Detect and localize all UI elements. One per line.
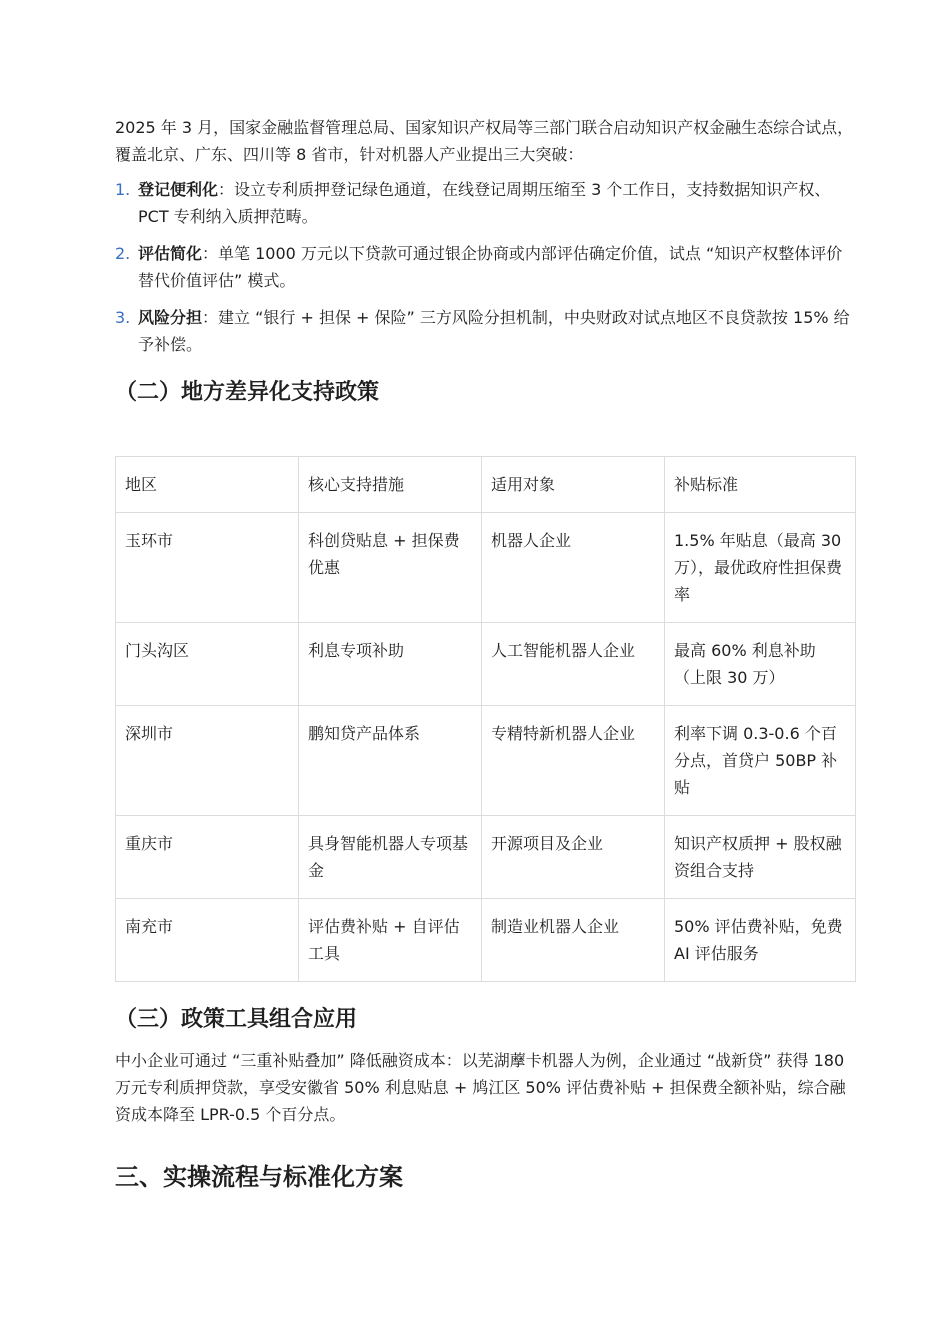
- table-cell: 门头沟区: [116, 623, 299, 706]
- list-term: 风险分担: [138, 308, 203, 327]
- table-cell: 机器人企业: [482, 513, 665, 623]
- column-header-target: 适用对象: [482, 457, 665, 513]
- list-text: ：设立专利质押登记绿色通道，在线登记周期压缩至 3 个工作日，支持数据知识产权、PCT 专利纳入质押范畴。: [138, 180, 831, 226]
- list-item: [115, 176, 855, 230]
- table-row: [116, 706, 856, 816]
- intro-paragraph: 2025 年 3 月，国家金融监督管理总局、国家知识产权局等三部门联合启动知识产权金融生态综合试点，覆盖北京、广东、四川等 8 省市，针对机器人产业提出三大突破：: [115, 118, 854, 164]
- list-text: ：建立 “银行 + 担保 + 保险” 三方风险分担机制，中央财政对试点地区不良贷款按 15% 给予补偿。: [138, 308, 850, 354]
- table-cell: 重庆市: [116, 816, 299, 899]
- table-cell: 知识产权质押 + 股权融资组合支持: [665, 816, 856, 899]
- table-cell: 鹏知贷产品体系: [299, 706, 482, 816]
- table-cell: 利率下调 0.3-0.6 个百分点，首贷户 50BP 补贴: [665, 706, 856, 816]
- table-row: [116, 513, 856, 623]
- table-cell: 具身智能机器人专项基金: [299, 816, 482, 899]
- table-row: [116, 816, 856, 899]
- section-heading-policy-tools: （三）政策工具组合应用: [115, 1007, 358, 1032]
- list-term: 登记便利化: [138, 180, 219, 199]
- table-row: [116, 899, 856, 982]
- document-page: [115, 114, 855, 1194]
- table-cell: 50% 评估费补贴，免费 AI 评估服务: [665, 899, 856, 982]
- column-header-measures: 核心支持措施: [299, 457, 482, 513]
- list-number: 1.: [115, 180, 131, 199]
- table-header-row: [116, 457, 856, 513]
- list-term: 评估简化: [138, 244, 203, 263]
- list-item: [115, 304, 855, 358]
- column-header-subsidy: 补贴标准: [665, 457, 856, 513]
- table-cell: 评估费补贴 + 自评估工具: [299, 899, 482, 982]
- table-cell: 最高 60% 利息补助（上限 30 万）: [665, 623, 856, 706]
- list-number: 2.: [115, 244, 131, 263]
- list-text: ：单笔 1000 万元以下贷款可通过银企协商或内部评估确定价值，试点 “知识产权整体评价替代价值评估” 模式。: [138, 244, 843, 290]
- breakthrough-list: [115, 176, 855, 358]
- table-cell: 1.5% 年贴息（最高 30 万），最优政府性担保费率: [665, 513, 856, 623]
- list-number: 3.: [115, 308, 131, 327]
- table-cell: 南充市: [116, 899, 299, 982]
- chapter-heading-operations: 三、实操流程与标准化方案: [115, 1163, 403, 1191]
- table-cell: 科创贷贴息 + 担保费优惠: [299, 513, 482, 623]
- table-row: [116, 623, 856, 706]
- policy-table: [115, 456, 856, 982]
- table-cell: 制造业机器人企业: [482, 899, 665, 982]
- table-cell: 利息专项补助: [299, 623, 482, 706]
- section-heading-local-policy: （二）地方差异化支持政策: [115, 380, 380, 405]
- policy-tools-paragraph: 中小企业可通过 “三重补贴叠加” 降低融资成本：以芜湖藦卡机器人为例，企业通过 “战新贷” 获得 180 万元专利质押贷款，享受安徽省 50% 利息贴息 + 鸠江区 50% 评估费补贴 + 担保费全额补贴，综合融资成本降至 LPR-0.5 个百分点。: [115, 1051, 846, 1124]
- list-item: [115, 240, 855, 294]
- table-cell: 专精特新机器人企业: [482, 706, 665, 816]
- table-cell: 开源项目及企业: [482, 816, 665, 899]
- column-header-region: 地区: [116, 457, 299, 513]
- table-cell: 深圳市: [116, 706, 299, 816]
- table-cell: 人工智能机器人企业: [482, 623, 665, 706]
- table-cell: 玉环市: [116, 513, 299, 623]
